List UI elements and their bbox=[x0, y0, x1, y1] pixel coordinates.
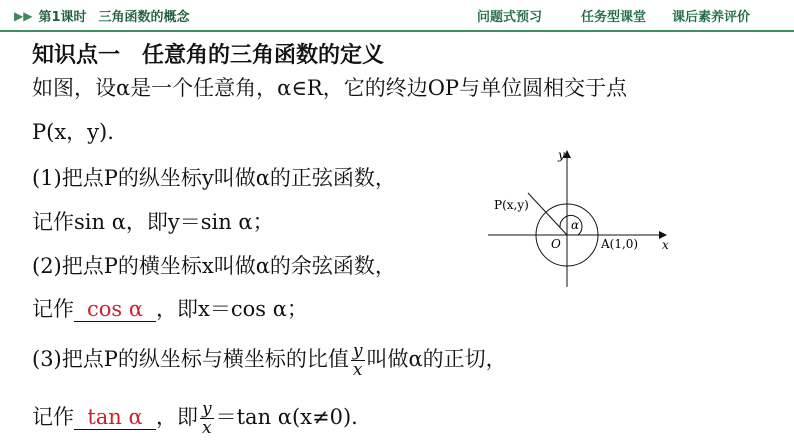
ratio-fraction bbox=[351, 342, 365, 379]
origin-label: O bbox=[551, 237, 561, 251]
nav-classroom[interactable]: 任务型课堂 bbox=[581, 10, 647, 25]
lesson-label: 第1课时 bbox=[38, 10, 87, 25]
tan-def-suffix: 叫做α的正切， bbox=[366, 347, 507, 371]
point-p-label: P(x,y) bbox=[494, 198, 529, 212]
text-line-1: 如图，设α是一个任意角，α∈R，它的终边OP与单位圆相交于点 bbox=[32, 76, 628, 100]
lesson-title: 三角函数的概念 bbox=[98, 10, 190, 25]
cos-prefix: 记作 bbox=[32, 297, 74, 321]
tan-fraction-numerator: y bbox=[202, 399, 212, 419]
tan-prefix: 记作 bbox=[32, 405, 74, 429]
tan-suffix: ＝tan α(x≠0). bbox=[215, 405, 358, 429]
lesson-header bbox=[14, 6, 190, 25]
nav-evaluation[interactable]: 课后素养评价 bbox=[672, 10, 751, 25]
tan-fraction-denominator: x bbox=[202, 418, 212, 438]
tan-mid: ，即 bbox=[156, 405, 198, 429]
tan-def-prefix: (3)把点P的纵坐标与横坐标的比值 bbox=[32, 347, 349, 371]
top-bar bbox=[0, 0, 794, 32]
fraction-denominator: x bbox=[352, 360, 363, 380]
fraction-numerator: y bbox=[352, 341, 363, 361]
alpha-label: α bbox=[571, 218, 580, 232]
y-axis-label: y bbox=[558, 148, 565, 162]
nav-preview[interactable]: 问题式预习 bbox=[477, 10, 543, 25]
header-divider bbox=[0, 30, 794, 32]
play-arrow-icon: ▶▶ bbox=[14, 8, 33, 23]
x-axis-label: x bbox=[662, 238, 669, 252]
text-line-6 bbox=[32, 293, 308, 323]
cos-suffix: ，即x＝cos α； bbox=[156, 297, 308, 321]
terminal-side-op bbox=[528, 193, 567, 235]
text-line-3: (1)把点P的纵坐标y叫做α的正弦函数， bbox=[32, 166, 396, 190]
text-line-2: P(x，y). bbox=[32, 120, 114, 144]
tan-fraction bbox=[200, 400, 214, 437]
text-line-8 bbox=[32, 400, 358, 437]
text-line-4: 记作sin α，即y＝sin α； bbox=[32, 210, 274, 234]
tan-answer-blank: tan α bbox=[74, 405, 156, 430]
text-line-5: (2)把点P的横坐标x叫做α的余弦函数， bbox=[32, 254, 396, 278]
unit-circle-figure bbox=[480, 145, 680, 295]
text-line-7 bbox=[32, 342, 507, 379]
cos-answer-blank: cos α bbox=[74, 297, 156, 322]
point-a-label: A(1,0) bbox=[601, 237, 639, 251]
section-title: 知识点一 任意角的三角函数的定义 bbox=[32, 43, 385, 68]
